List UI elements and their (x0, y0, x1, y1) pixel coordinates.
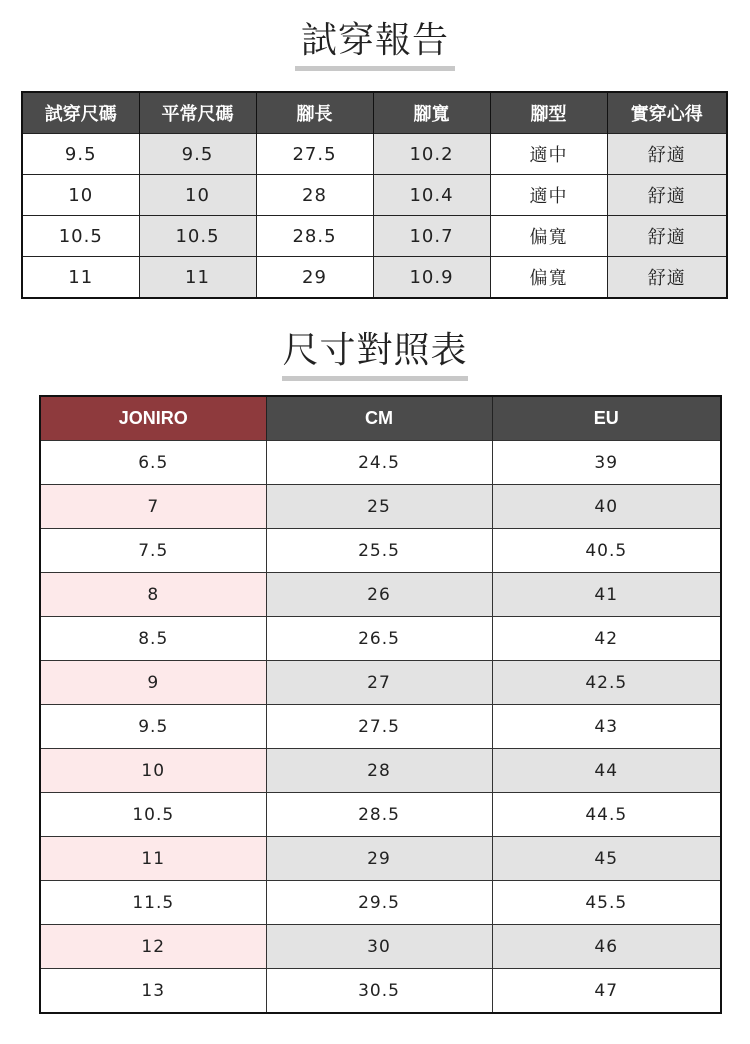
cell-eu: 42.5 (492, 661, 721, 705)
cell-eu: 44 (492, 749, 721, 793)
cell-feedback: 舒適 (607, 216, 727, 257)
cell-brand-size: 10 (40, 749, 266, 793)
table-row (40, 573, 721, 617)
cell-brand-size: 9.5 (40, 705, 266, 749)
cell-eu: 47 (492, 969, 721, 1014)
table-row (40, 617, 721, 661)
header-brand-size: JONIRO (40, 396, 266, 441)
cell-brand-size: 8.5 (40, 617, 266, 661)
table-row (40, 969, 721, 1014)
cell-cm: 28 (266, 749, 492, 793)
table-header-row (22, 92, 727, 134)
cell-foot-shape: 適中 (490, 175, 607, 216)
trial-report-title: 試穿報告 (300, 20, 449, 61)
cell-cm: 28.5 (266, 793, 492, 837)
cell-brand-size: 11 (40, 837, 266, 881)
cell-brand-size: 9 (40, 661, 266, 705)
cell-usual-size: 9.5 (139, 134, 256, 175)
cell-feedback: 舒適 (607, 175, 727, 216)
table-row (40, 705, 721, 749)
table-row (40, 749, 721, 793)
title-underline (295, 66, 455, 71)
cell-foot-width: 10.7 (373, 216, 490, 257)
cell-eu: 42 (492, 617, 721, 661)
cell-foot-shape: 適中 (490, 134, 607, 175)
size-chart-table (39, 395, 722, 1014)
table-row (40, 529, 721, 573)
trial-report-table (21, 91, 728, 299)
size-chart-heading (0, 330, 750, 381)
cell-cm: 29 (266, 837, 492, 881)
table-row (40, 793, 721, 837)
table-row (40, 837, 721, 881)
header-eu: EU (492, 396, 721, 441)
trial-report-heading (0, 20, 750, 71)
cell-feedback: 舒適 (607, 257, 727, 299)
cell-brand-size: 11.5 (40, 881, 266, 925)
cell-brand-size: 6.5 (40, 441, 266, 485)
table-row (22, 175, 727, 216)
cell-brand-size: 7.5 (40, 529, 266, 573)
cell-foot-length: 29 (256, 257, 373, 299)
header-foot-width: 腳寬 (373, 92, 490, 134)
table-row (40, 925, 721, 969)
cell-foot-width: 10.2 (373, 134, 490, 175)
cell-cm: 26 (266, 573, 492, 617)
cell-cm: 30.5 (266, 969, 492, 1014)
cell-eu: 43 (492, 705, 721, 749)
cell-cm: 27.5 (266, 705, 492, 749)
cell-feedback: 舒適 (607, 134, 727, 175)
cell-foot-length: 28.5 (256, 216, 373, 257)
cell-cm: 27 (266, 661, 492, 705)
cell-foot-width: 10.9 (373, 257, 490, 299)
table-header-row (40, 396, 721, 441)
cell-brand-size: 13 (40, 969, 266, 1014)
cell-brand-size: 7 (40, 485, 266, 529)
table-row (22, 134, 727, 175)
cell-foot-length: 28 (256, 175, 373, 216)
cell-cm: 26.5 (266, 617, 492, 661)
cell-trial-size: 10 (22, 175, 139, 216)
cell-eu: 41 (492, 573, 721, 617)
header-foot-shape: 腳型 (490, 92, 607, 134)
cell-foot-shape: 偏寬 (490, 257, 607, 299)
cell-eu: 39 (492, 441, 721, 485)
cell-brand-size: 8 (40, 573, 266, 617)
cell-cm: 24.5 (266, 441, 492, 485)
title-underline (282, 376, 468, 381)
header-trial-size: 試穿尺碼 (22, 92, 139, 134)
cell-cm: 30 (266, 925, 492, 969)
cell-trial-size: 9.5 (22, 134, 139, 175)
table-row (40, 485, 721, 529)
cell-brand-size: 10.5 (40, 793, 266, 837)
cell-eu: 40.5 (492, 529, 721, 573)
cell-foot-width: 10.4 (373, 175, 490, 216)
cell-usual-size: 10.5 (139, 216, 256, 257)
table-row (40, 441, 721, 485)
table-row (22, 257, 727, 299)
cell-eu: 45.5 (492, 881, 721, 925)
cell-usual-size: 10 (139, 175, 256, 216)
cell-eu: 40 (492, 485, 721, 529)
table-row (22, 216, 727, 257)
size-chart-title: 尺寸對照表 (282, 330, 468, 371)
cell-cm: 25 (266, 485, 492, 529)
header-foot-length: 腳長 (256, 92, 373, 134)
cell-brand-size: 12 (40, 925, 266, 969)
cell-usual-size: 11 (139, 257, 256, 299)
header-usual-size: 平常尺碼 (139, 92, 256, 134)
cell-trial-size: 11 (22, 257, 139, 299)
cell-eu: 46 (492, 925, 721, 969)
header-cm: CM (266, 396, 492, 441)
header-feedback: 實穿心得 (607, 92, 727, 134)
cell-cm: 29.5 (266, 881, 492, 925)
cell-foot-shape: 偏寬 (490, 216, 607, 257)
cell-trial-size: 10.5 (22, 216, 139, 257)
cell-eu: 45 (492, 837, 721, 881)
cell-cm: 25.5 (266, 529, 492, 573)
cell-eu: 44.5 (492, 793, 721, 837)
cell-foot-length: 27.5 (256, 134, 373, 175)
table-row (40, 661, 721, 705)
table-row (40, 881, 721, 925)
